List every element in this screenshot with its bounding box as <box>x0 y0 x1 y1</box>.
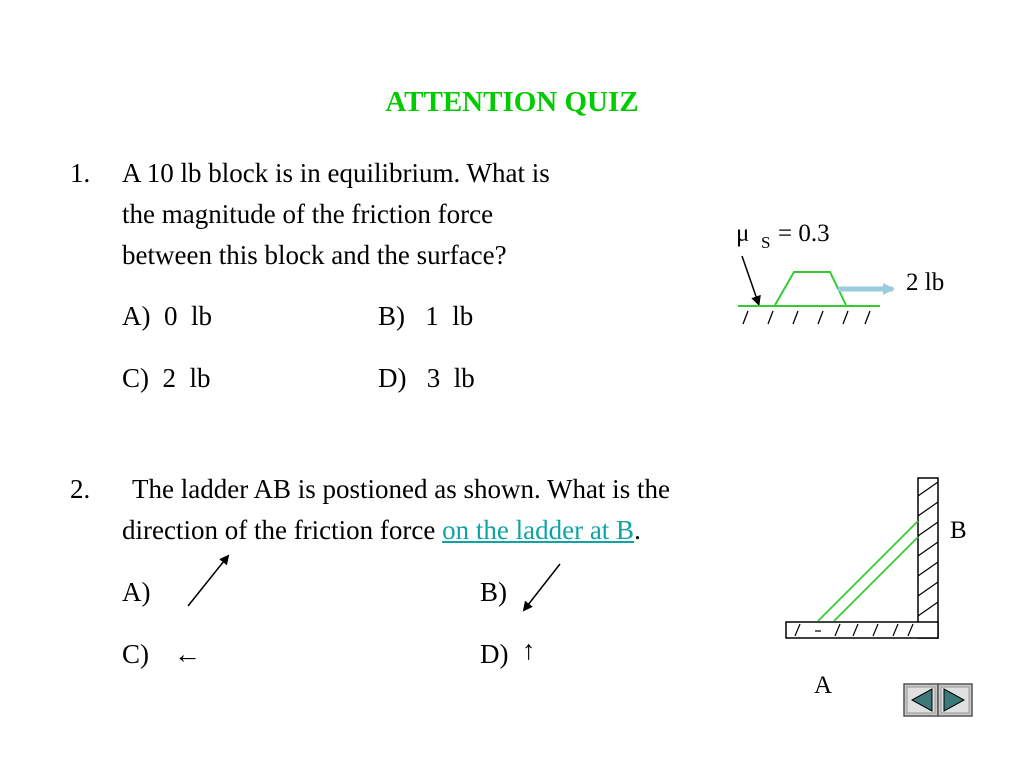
q2-option-a: A) <box>122 577 151 607</box>
q1-line-2: the magnitude of the friction force <box>122 199 494 229</box>
q1-line-3: between this block and the surface? <box>122 240 507 270</box>
point-a-label: A <box>814 672 833 699</box>
mu-value: = 0.3 <box>778 220 830 247</box>
q1-option-a: A) 0 lb <box>122 301 212 331</box>
q2-line-2-prefix: direction of the friction force <box>122 515 443 545</box>
mu-subscript: S <box>761 233 771 252</box>
mu-symbol: μ <box>736 220 750 247</box>
q1-option-c: C) 2 lb <box>122 363 211 393</box>
ladder-at-b-link[interactable]: on the ladder at B <box>442 515 635 545</box>
q1-number: 1. <box>70 158 91 188</box>
force-label: 2 lb <box>906 269 945 296</box>
page-title: ATTENTION QUIZ <box>385 86 639 118</box>
q2-option-c: C) <box>122 639 149 669</box>
up-arrow-icon: ↑ <box>522 635 536 665</box>
point-b-label: B <box>950 517 967 544</box>
left-arrow-icon: ← <box>174 639 201 669</box>
q1-option-d: D) 3 lb <box>378 363 475 393</box>
q2-line-2-suffix: . <box>634 515 641 545</box>
previous-slide-button[interactable] <box>904 684 938 716</box>
q2-line-1: The ladder AB is postioned as shown. What is the <box>132 474 670 504</box>
q1-option-b: B) 1 lb <box>378 301 474 331</box>
q2-option-d: D) <box>480 639 509 669</box>
next-slide-button[interactable] <box>938 684 972 716</box>
q2-number: 2. <box>70 474 91 504</box>
q2-option-b: B) <box>480 577 507 607</box>
q1-line-1: A 10 lb block is in equilibrium. What is <box>122 158 550 188</box>
